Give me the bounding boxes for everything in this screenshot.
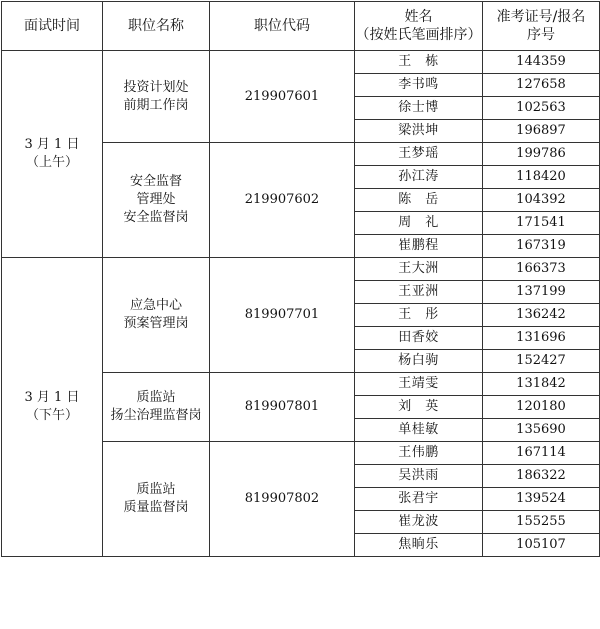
position-name-line: 预案管理岗 bbox=[123, 316, 189, 331]
position-name-line: 前期工作岗 bbox=[123, 97, 189, 113]
position-name-cell bbox=[103, 143, 210, 258]
header-position-name: 职位名称 bbox=[103, 2, 210, 51]
position-name-line: 管理处 bbox=[136, 192, 176, 207]
candidate-id: 102563 bbox=[483, 97, 600, 120]
position-name-line: 安全监督岗 bbox=[123, 210, 189, 225]
header-interview-time: 面试时间 bbox=[2, 2, 103, 51]
position-code-cell: 819907802 bbox=[210, 442, 355, 557]
candidate-id: 167319 bbox=[483, 235, 600, 258]
header-name-line1: 姓名 bbox=[404, 9, 433, 25]
session-cell-afternoon bbox=[2, 258, 103, 557]
header-name bbox=[355, 2, 483, 51]
candidate-name: 王伟鹏 bbox=[355, 442, 483, 465]
candidate-id: 171541 bbox=[483, 212, 600, 235]
header-name-line2: （按姓氏笔画排序） bbox=[355, 27, 482, 43]
position-name-cell bbox=[103, 258, 210, 373]
header-exam-id-line1: 准考证号/报名 bbox=[496, 9, 586, 25]
candidate-name: 王 彤 bbox=[355, 304, 483, 327]
candidate-name: 焦晌乐 bbox=[355, 534, 483, 557]
position-name-line: 扬尘治理监督岗 bbox=[110, 408, 202, 423]
position-name-line: 安全监督 bbox=[129, 174, 182, 189]
session-period: （上午） bbox=[25, 155, 78, 170]
position-name-line: 质监站 bbox=[136, 390, 176, 405]
header-row bbox=[2, 2, 600, 51]
position-name-line: 应急中心 bbox=[129, 298, 182, 313]
candidate-id: 139524 bbox=[483, 488, 600, 511]
candidate-id: 135690 bbox=[483, 419, 600, 442]
candidate-name: 王梦瑶 bbox=[355, 143, 483, 166]
candidate-name: 徐士博 bbox=[355, 97, 483, 120]
candidate-id: 120180 bbox=[483, 396, 600, 419]
header-exam-id bbox=[483, 2, 600, 51]
table-row bbox=[2, 258, 600, 281]
candidate-id: 196897 bbox=[483, 120, 600, 143]
candidate-id: 136242 bbox=[483, 304, 600, 327]
candidate-name: 田香姣 bbox=[355, 327, 483, 350]
interview-schedule-table bbox=[1, 1, 600, 557]
candidate-id: 199786 bbox=[483, 143, 600, 166]
candidate-name: 崔龙波 bbox=[355, 511, 483, 534]
candidate-id: 118420 bbox=[483, 166, 600, 189]
candidate-name: 周 礼 bbox=[355, 212, 483, 235]
candidate-name: 王大洲 bbox=[355, 258, 483, 281]
session-cell-morning bbox=[2, 51, 103, 258]
candidate-name: 刘 英 bbox=[355, 396, 483, 419]
position-code-cell: 219907602 bbox=[210, 143, 355, 258]
candidate-id: 152427 bbox=[483, 350, 600, 373]
candidate-name: 李书鸣 bbox=[355, 74, 483, 97]
candidate-id: 127658 bbox=[483, 74, 600, 97]
header-exam-id-line2: 序号 bbox=[527, 27, 555, 43]
candidate-id: 105107 bbox=[483, 534, 600, 557]
candidate-id: 166373 bbox=[483, 258, 600, 281]
position-code-cell: 819907701 bbox=[210, 258, 355, 373]
candidate-name: 吴洪雨 bbox=[355, 465, 483, 488]
candidate-name: 张君宇 bbox=[355, 488, 483, 511]
candidate-id: 186322 bbox=[483, 465, 600, 488]
candidate-name: 王亚洲 bbox=[355, 281, 483, 304]
candidate-id: 104392 bbox=[483, 189, 600, 212]
header-position-code: 职位代码 bbox=[210, 2, 355, 51]
candidate-name: 杨白驹 bbox=[355, 350, 483, 373]
candidate-id: 131842 bbox=[483, 373, 600, 396]
candidate-id: 131696 bbox=[483, 327, 600, 350]
position-name-line: 质量监督岗 bbox=[123, 500, 189, 515]
position-name-cell bbox=[103, 442, 210, 557]
session-date: 3 月 1 日 bbox=[24, 137, 80, 152]
position-code-cell: 819907801 bbox=[210, 373, 355, 442]
candidate-id: 155255 bbox=[483, 511, 600, 534]
candidate-name: 王 栋 bbox=[355, 51, 483, 74]
candidate-id: 144359 bbox=[483, 51, 600, 74]
candidate-name: 梁洪坤 bbox=[355, 120, 483, 143]
position-name-cell bbox=[103, 373, 210, 442]
candidate-id: 137199 bbox=[483, 281, 600, 304]
table-row bbox=[2, 51, 600, 74]
position-code-cell: 219907601 bbox=[210, 51, 355, 143]
position-name-cell bbox=[103, 51, 210, 143]
candidate-name: 陈 岳 bbox=[355, 189, 483, 212]
session-date: 3 月 1 日 bbox=[24, 390, 80, 405]
candidate-name: 单桂敏 bbox=[355, 419, 483, 442]
candidate-name: 王靖雯 bbox=[355, 373, 483, 396]
position-name-line: 质监站 bbox=[136, 482, 176, 497]
session-period: （下午） bbox=[25, 408, 78, 423]
candidate-name: 孙江涛 bbox=[355, 166, 483, 189]
candidate-name: 崔鹏程 bbox=[355, 235, 483, 258]
candidate-id: 167114 bbox=[483, 442, 600, 465]
position-name-line: 投资计划处 bbox=[123, 79, 189, 95]
